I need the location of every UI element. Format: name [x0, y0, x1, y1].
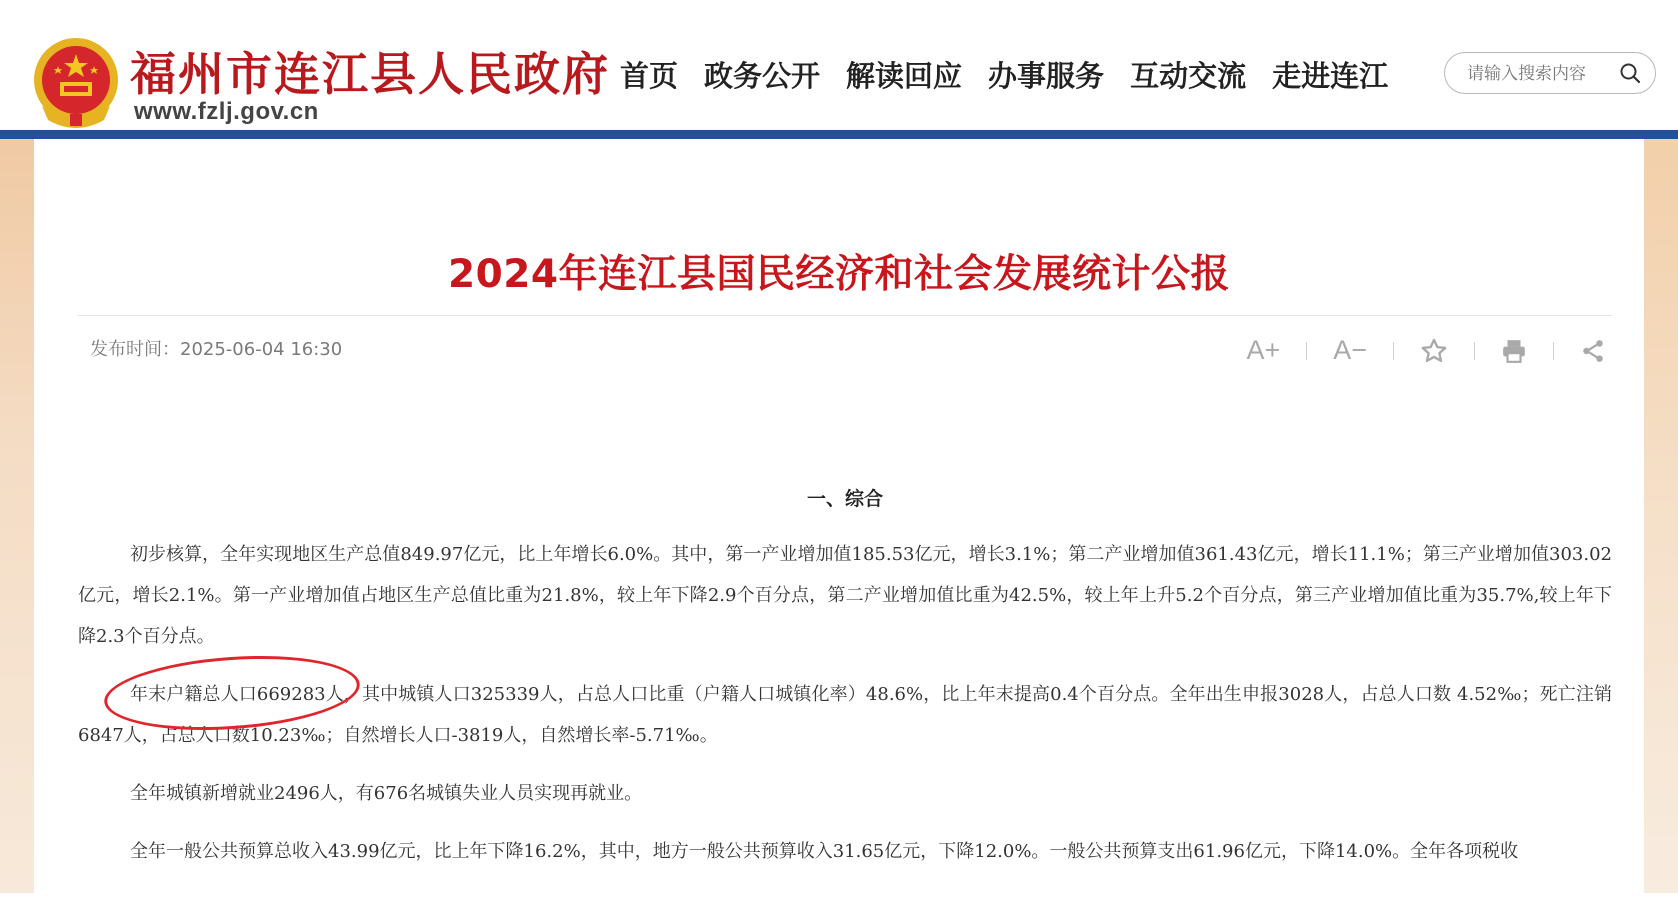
search-input[interactable] — [1465, 61, 1619, 87]
toolbar-separator — [1306, 342, 1307, 360]
print-icon[interactable] — [1501, 338, 1527, 364]
main-nav — [620, 54, 1414, 95]
nav-item-government-affairs[interactable]: 政务公开 — [704, 59, 821, 93]
toolbar-separator — [1553, 342, 1554, 360]
top-strip — [0, 0, 1678, 15]
star-icon[interactable] — [1420, 337, 1448, 365]
article-toolbar — [1246, 335, 1606, 366]
share-icon[interactable] — [1580, 338, 1606, 364]
publish-time: 发布时间：2025-06-04 16:30 — [90, 339, 343, 360]
nav-item-home[interactable]: 首页 — [620, 59, 679, 93]
highlighted-population-text: 年末户籍总人口669283人 — [130, 684, 344, 705]
search-icon[interactable] — [1619, 62, 1641, 84]
section-heading: 一、综合 — [806, 488, 883, 510]
national-emblem-icon — [32, 36, 120, 130]
site-header — [0, 14, 1678, 130]
site-url[interactable]: www.fzlj.gov.cn — [134, 98, 319, 125]
page-background-right — [1644, 130, 1678, 900]
article-title: 2024年连江县国民经济和社会发展统计公报 — [447, 252, 1231, 298]
font-increase-icon[interactable]: A+ — [1246, 335, 1281, 365]
paragraph-population — [78, 674, 1612, 756]
page-background-left — [0, 130, 34, 900]
paragraph-gdp: 初步核算，全年实现地区生产总值849.97亿元，比上年增长6.0%。其中，第一产业增加值185.53亿元，增长3.1%；第二产业增加值361.43亿元，增长11.1%；第三产业增加值303.02亿元，增长2.1%。第一产业增加值占地区生产总值比重为21.8%，较上年下降2.9个百分点，第二产业增加值比重为42.5%，较上年上升5.2个百分点，第三产业增加值比重为35.7%,较上年下降2.3个百分点。 — [78, 544, 1612, 647]
font-decrease-icon[interactable]: A− — [1333, 335, 1367, 365]
paragraph-budget: 全年一般公共预算总收入43.99亿元，比上年下降16.2%，其中，地方一般公共预算收入31.65亿元，下降12.0%。一般公共预算支出61.96亿元，下降14.0%。全年各项税收 — [130, 841, 1519, 862]
paragraph-employment: 全年城镇新增就业2496人，有676名城镇失业人员实现再就业。 — [130, 783, 643, 804]
title-divider — [78, 315, 1612, 316]
search-box — [1444, 52, 1656, 94]
toolbar-separator — [1474, 342, 1475, 360]
header-blue-bar — [0, 130, 1678, 139]
population-text: ，其中城镇人口325339人，占总人口比重（户籍人口城镇化率）48.6%，比上年末提高0.4个百分点。全年出生申报3028人，占总人口数 4.52‰；死亡注销6847人，占总人口数10.23‰；自然增长人口-3819人，自然增长率-5.71‰。 — [78, 684, 1612, 746]
nav-item-interaction[interactable]: 互动交流 — [1130, 59, 1247, 93]
nav-item-services[interactable]: 办事服务 — [988, 59, 1105, 93]
article-body — [78, 479, 1612, 889]
bottom-edge — [0, 893, 1678, 900]
site-title[interactable]: 福州市连江县人民政府 — [130, 47, 610, 101]
article-container — [34, 139, 1644, 893]
nav-item-interpretation[interactable]: 解读回应 — [846, 59, 963, 93]
nav-item-about-lianjiang[interactable]: 走进连江 — [1272, 59, 1389, 93]
toolbar-separator — [1393, 342, 1394, 360]
